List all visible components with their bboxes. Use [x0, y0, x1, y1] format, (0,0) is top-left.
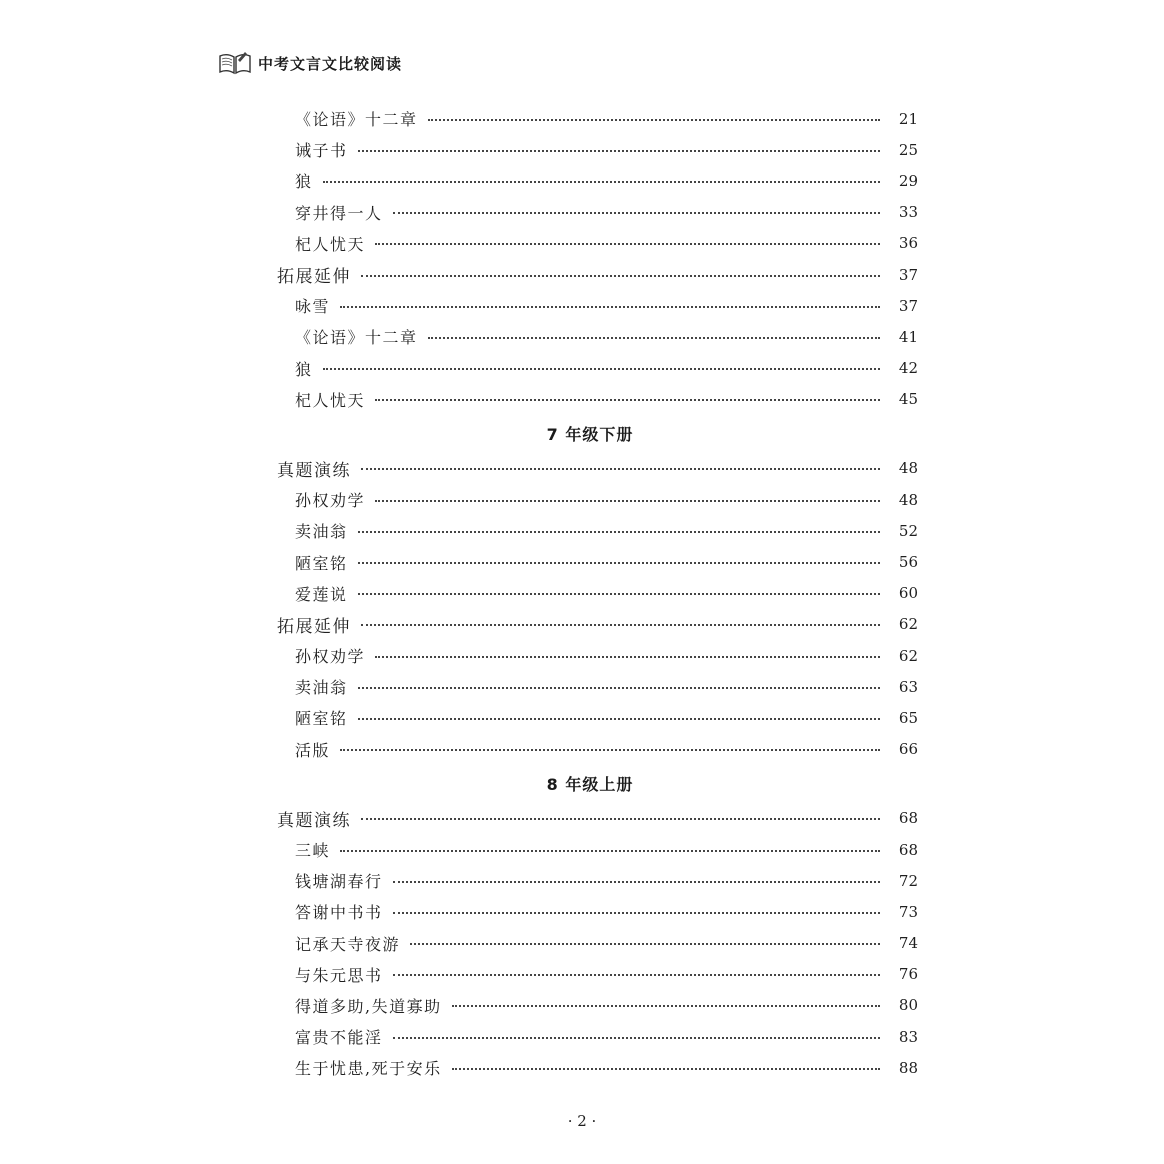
dot-leader	[375, 500, 880, 502]
toc-entry[interactable]	[0, 896, 1164, 927]
entry-page-number: 21	[898, 109, 918, 128]
toc-entry[interactable]	[0, 865, 1164, 896]
entry-title: 生于忧患,死于安乐	[295, 1059, 442, 1079]
toc-entry[interactable]	[0, 834, 1164, 865]
entry-title: 杞人忧天	[295, 234, 366, 254]
entry-page-number: 42	[898, 359, 918, 378]
toc-part-entry[interactable]	[0, 803, 1164, 834]
dot-leader	[358, 531, 880, 533]
dot-leader	[323, 181, 880, 183]
toc-entry[interactable]	[0, 103, 1164, 134]
dot-leader	[340, 749, 880, 751]
toc-entry[interactable]	[0, 134, 1164, 165]
entry-page-number: 74	[898, 934, 918, 953]
entry-title: 爱莲说	[295, 584, 348, 604]
entry-page-number: 88	[898, 1058, 918, 1077]
entry-page-number: 62	[898, 646, 918, 665]
entry-page-number: 37	[898, 265, 918, 284]
toc-entry[interactable]	[0, 353, 1164, 384]
entry-page-number: 29	[898, 171, 918, 190]
toc-entry[interactable]	[0, 734, 1164, 765]
entry-title: 答谢中书书	[295, 903, 383, 923]
dot-leader	[358, 562, 880, 564]
dot-leader	[452, 1005, 880, 1007]
toc-entry[interactable]	[0, 515, 1164, 546]
toc-entry[interactable]	[0, 640, 1164, 671]
table-of-contents	[0, 103, 1164, 1083]
dot-leader	[375, 656, 880, 658]
entry-page-number: 52	[898, 521, 918, 540]
entry-title: 真题演练	[277, 460, 351, 481]
entry-title: 《论语》十二章	[295, 328, 418, 348]
book-title: 中考文言文比较阅读	[258, 54, 403, 73]
section-heading: 8 年级上册	[546, 775, 634, 795]
entry-title: 杞人忧天	[295, 390, 366, 410]
entry-title: 三峡	[295, 841, 331, 861]
entry-page-number: 62	[898, 615, 918, 634]
dot-leader	[428, 337, 880, 339]
dot-leader	[358, 593, 880, 595]
entry-page-number: 83	[898, 1027, 918, 1046]
toc-entry[interactable]	[0, 321, 1164, 352]
dot-leader	[361, 624, 880, 626]
entry-title: 得道多助,失道寡助	[295, 996, 442, 1016]
entry-page-number: 80	[898, 996, 918, 1015]
toc-entry[interactable]	[0, 197, 1164, 228]
dot-leader	[358, 687, 880, 689]
dot-leader	[393, 881, 880, 883]
entry-page-number: 36	[898, 234, 918, 253]
entry-title: 《论语》十二章	[295, 110, 418, 130]
dot-leader	[393, 1037, 880, 1039]
entry-page-number: 48	[898, 459, 918, 478]
toc-entry[interactable]	[0, 384, 1164, 415]
entry-title: 狼	[295, 359, 313, 379]
entry-title: 狼	[295, 172, 313, 192]
toc-entry[interactable]	[0, 228, 1164, 259]
toc-entry[interactable]	[0, 990, 1164, 1021]
dot-leader	[358, 150, 880, 152]
entry-title: 咏雪	[295, 297, 331, 317]
toc-entry[interactable]	[0, 290, 1164, 321]
entry-page-number: 68	[898, 809, 918, 828]
toc-part-entry[interactable]	[0, 609, 1164, 640]
entry-page-number: 66	[898, 740, 918, 759]
entry-page-number: 73	[898, 902, 918, 921]
toc-entry[interactable]	[0, 671, 1164, 702]
entry-title: 陋室铭	[295, 709, 348, 729]
toc-entry[interactable]	[0, 578, 1164, 609]
dot-leader	[410, 943, 880, 945]
entry-title: 活版	[295, 740, 331, 760]
entry-page-number: 48	[898, 490, 918, 509]
entry-title: 真题演练	[277, 810, 351, 831]
dot-leader	[358, 718, 880, 720]
entry-page-number: 63	[898, 677, 918, 696]
dot-leader	[393, 974, 880, 976]
entry-page-number: 56	[898, 553, 918, 572]
toc-entry[interactable]	[0, 1021, 1164, 1052]
entry-page-number: 25	[898, 140, 918, 159]
dot-leader	[340, 306, 880, 308]
entry-page-number: 72	[898, 871, 918, 890]
entry-title: 拓展延伸	[277, 616, 351, 637]
entry-page-number: 45	[898, 390, 918, 409]
entry-title: 卖油翁	[295, 678, 348, 698]
dot-leader	[393, 912, 880, 914]
dot-leader	[361, 818, 880, 820]
toc-part-entry[interactable]	[0, 259, 1164, 290]
dot-leader	[361, 468, 880, 470]
entry-page-number: 33	[898, 203, 918, 222]
entry-title: 卖油翁	[295, 522, 348, 542]
entry-page-number: 41	[898, 327, 918, 346]
dot-leader	[340, 850, 880, 852]
dot-leader	[361, 275, 880, 277]
dot-leader	[452, 1068, 880, 1070]
entry-page-number: 65	[898, 708, 918, 727]
toc-entry[interactable]	[0, 959, 1164, 990]
toc-entry[interactable]	[0, 484, 1164, 515]
entry-page-number: 68	[898, 840, 918, 859]
entry-page-number: 76	[898, 965, 918, 984]
entry-title: 孙权劝学	[295, 491, 366, 511]
entry-title: 陋室铭	[295, 553, 348, 573]
running-header	[218, 50, 402, 76]
entry-page-number: 60	[898, 584, 918, 603]
entry-title: 富贵不能淫	[295, 1028, 383, 1048]
toc-entry[interactable]	[0, 928, 1164, 959]
toc-part-entry[interactable]	[0, 453, 1164, 484]
dot-leader	[375, 243, 880, 245]
dot-leader	[375, 399, 880, 401]
section-heading: 7 年级下册	[546, 425, 634, 445]
entry-title: 孙权劝学	[295, 647, 366, 667]
entry-title: 拓展延伸	[277, 267, 351, 288]
entry-title: 与朱元思书	[295, 965, 383, 985]
dot-leader	[393, 212, 880, 214]
open-book-icon	[218, 50, 252, 76]
toc-entry[interactable]	[0, 165, 1164, 196]
entry-title: 诫子书	[295, 141, 348, 161]
entry-page-number: 37	[898, 296, 918, 315]
dot-leader	[323, 368, 880, 370]
dot-leader	[428, 119, 880, 121]
entry-title: 记承天寺夜游	[295, 934, 401, 954]
toc-entry[interactable]	[0, 702, 1164, 733]
toc-entry[interactable]	[0, 1052, 1164, 1083]
page-number: · 2 ·	[567, 1112, 597, 1130]
toc-entry[interactable]	[0, 546, 1164, 577]
entry-title: 钱塘湖春行	[295, 872, 383, 892]
entry-title: 穿井得一人	[295, 203, 383, 223]
